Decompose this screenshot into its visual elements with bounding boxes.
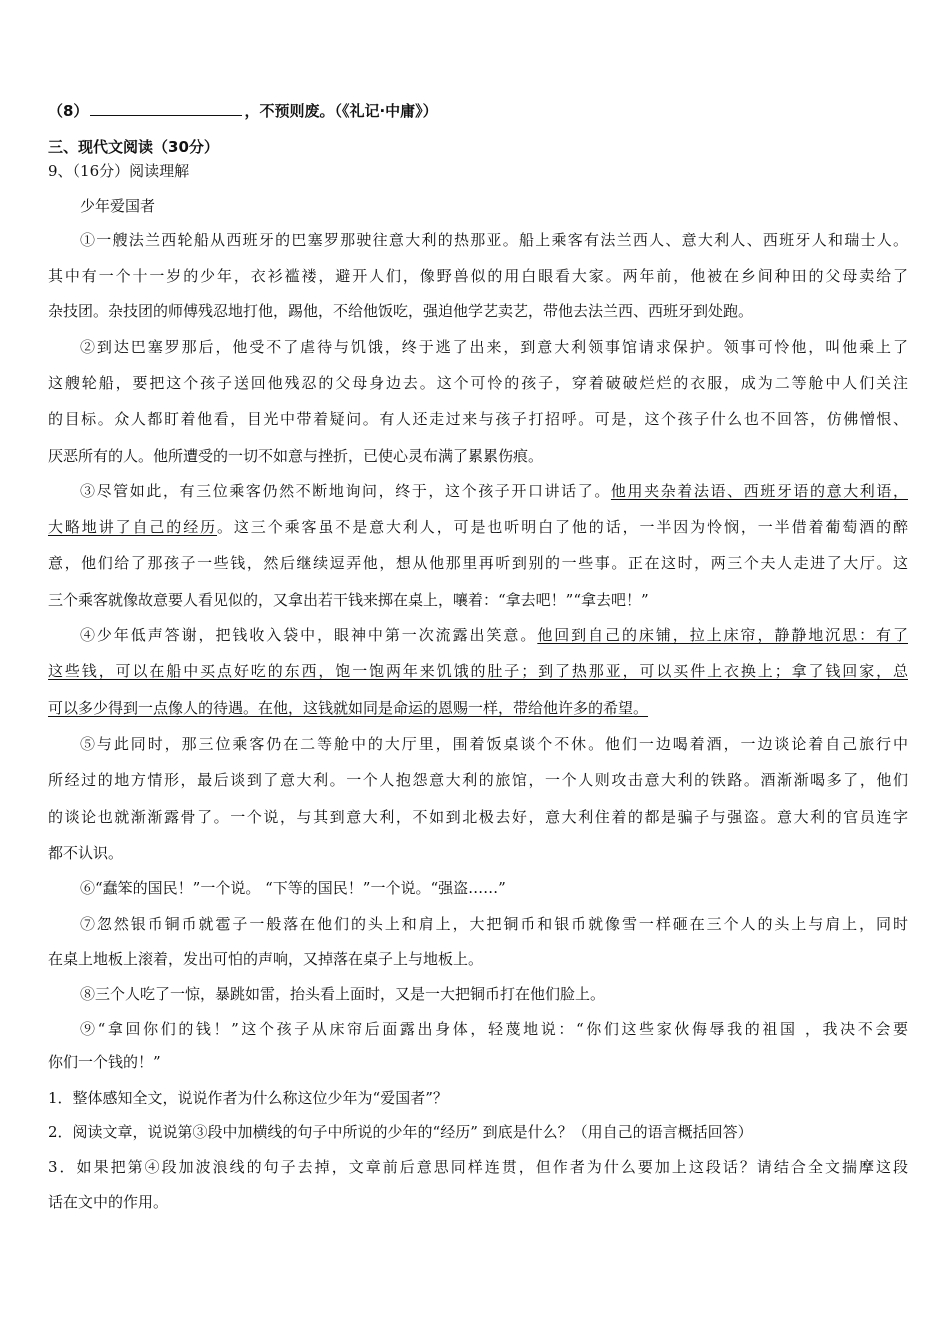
- paragraph-9-line: ⑨“拿回你们的钱！”这个孩子从床帘后面露出身体，轻蔑地说：“你们这些家伙侮辱我的祖国 ，我决不会要: [80, 1020, 908, 1038]
- question-2: 2．阅读文章，说说第③段中加横线的句子中所说的少年的“经历” 到底是什么？（用自己的语言概括回答）: [48, 1123, 753, 1141]
- paragraph-3-text: ③尽管如此，有三位乘客仍然不断地询问，终于，这个孩子开口讲话了。: [80, 482, 611, 500]
- paragraph-3-text: 。这三个乘客虽不是意大利人，可是也听明白了他的话，一半因为怜悯，一半借着葡萄酒的醉: [217, 518, 908, 536]
- section-heading: 三、现代文阅读（30分）: [48, 138, 219, 156]
- paragraph-9-line: 你们一个钱的！”: [48, 1053, 161, 1071]
- paragraph-7-line: 在桌上地板上滚着，发出可怕的声响，又掉落在桌子上与地板上。: [48, 950, 484, 968]
- paragraph-5-line: 所经过的地方情形，最后谈到了意大利。一个人抱怨意大利的旅馆，一个人则攻击意大利的铁路。酒渐渐喝多了，他们: [48, 771, 908, 789]
- underlined-sentence: 大略地讲了自己的经历: [48, 518, 217, 536]
- fill-blank-item-8: [48, 100, 908, 122]
- paragraph-3-line: [48, 516, 908, 538]
- paragraph-1-line: ①一艘法兰西轮船从西班牙的巴塞罗那驶往意大利的热那亚。船上乘客有法兰西人、意大利人、西班牙人和瑞士人。: [80, 231, 908, 249]
- paragraph-4-line: [80, 624, 908, 646]
- answer-blank[interactable]: [90, 100, 242, 116]
- paragraph-4-text: ④少年低声答谢，把钱收入袋中，眼神中第一次流露出笑意。: [80, 626, 538, 644]
- item-8-suffix: ，不预则废。（《礼记·中庸》）: [244, 102, 438, 120]
- paragraph-2-line: 这艘轮船，要把这个孩子送回他残忍的父母身边去。这个可怜的孩子，穿着破破烂烂的衣服，成为二等舱中人们关注: [48, 374, 908, 392]
- wavy-underlined-sentence: 他回到自己的床铺，拉上床帘，静静地沉思：有了: [537, 626, 908, 644]
- paragraph-4-line: [48, 697, 908, 719]
- paragraph-2-line: ②到达巴塞罗那后，他受不了虐待与饥饿，终于逃了出来，到意大利领事馆请求保护。领事可怜他，叫他乘上了: [80, 338, 908, 356]
- question-9-label: 9、（16分）阅读理解: [48, 162, 190, 180]
- underlined-sentence: 他用夹杂着法语、西班牙语的意大利语，: [610, 482, 908, 500]
- paragraph-5-line: ⑤与此同时，那三位乘客仍在二等舱中的大厅里，围着饭桌谈个不休。他们一边喝着酒，一边谈论着自己旅行中: [80, 735, 908, 753]
- passage-title: 少年爱国者: [80, 197, 156, 215]
- paragraph-5-line: 的谈论也就渐渐露骨了。一个说，与其到意大利，不如到北极去好，意大利住着的都是骗子与强盗。意大利的官员连字: [48, 808, 908, 826]
- paragraph-7-line: ⑦忽然银币铜币就雹子一般落在他们的头上和肩上，大把铜币和银币就像雪一样砸在三个人的头上与肩上，同时: [80, 915, 908, 933]
- paragraph-2-line: 的目标。众人都盯着他看，目光中带着疑问。有人还走过来与孩子打招呼。可是，这个孩子什么也不回答，仿佛憎恨、: [48, 410, 908, 428]
- wavy-underlined-sentence: 这些钱，可以在船中买点好吃的东西，饱一饱两年来饥饿的肚子；到了热那亚，可以买件上衣换上；拿了钱回家，总: [48, 662, 908, 680]
- paragraph-2-line: 厌恶所有的人。他所遭受的一切不如意与挫折，已使心灵布满了累累伤痕。: [48, 447, 544, 465]
- paragraph-3-line: [80, 480, 908, 502]
- question-3-line: 3．如果把第④段加波浪线的句子去掉，文章前后意思同样连贯，但作者为什么要加上这段话？请结合全文揣摩这段: [48, 1158, 908, 1176]
- paragraph-6: ⑥“蠢笨的国民！”一个说。 “下等的国民！”一个说。“强盗……”: [80, 879, 506, 897]
- paragraph-4-line: [48, 660, 908, 682]
- item-8-prefix: （8）: [48, 102, 89, 120]
- paragraph-3-line: 三个乘客就像故意要人看见似的，又拿出若干钱来掷在桌上，嚷着：“拿去吧！”“拿去吧！”: [48, 591, 649, 609]
- paragraph-1-line: 杂技团。杂技团的师傅残忍地打他，踢他，不给他饭吃，强迫他学艺卖艺，带他去法兰西、西班牙到处跑。: [48, 302, 754, 320]
- question-1: 1．整体感知全文，说说作者为什么称这位少年为“爱国者”？: [48, 1089, 448, 1107]
- paragraph-3-line: 意，他们给了那孩子一些钱，然后继续逗弄他，想从他那里再听到别的一些事。正在这时，两三个夫人走进了大厅。这: [48, 554, 908, 572]
- paragraph-5-line: 都不认识。: [48, 844, 124, 862]
- paragraph-1-line: 其中有一个十一岁的少年，衣衫褴褛，避开人们，像野兽似的用白眼看大家。两年前，他被在乡间种田的父母卖给了: [48, 267, 908, 285]
- wavy-underlined-sentence: 可以多少得到一点像人的待遇。在他，这钱就如同是命运的恩赐一样，带给他许多的希望。: [48, 699, 649, 717]
- paragraph-8: ⑧三个人吃了一惊，暴跳如雷，抬头看上面时，又是一大把铜币打在他们脸上。: [80, 985, 606, 1003]
- question-3-line: 话在文中的作用。: [48, 1193, 169, 1211]
